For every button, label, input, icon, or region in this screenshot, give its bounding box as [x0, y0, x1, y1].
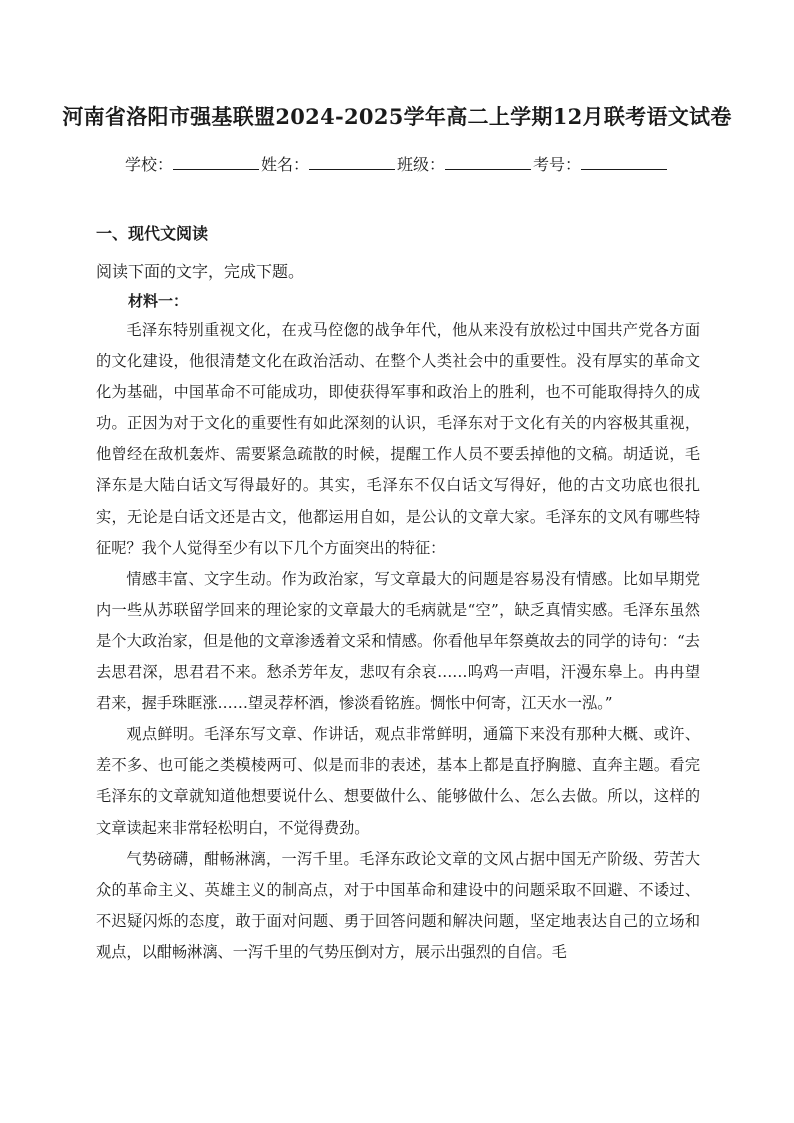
- paragraph: 情感丰富、文字生动。作为政治家，写文章最大的问题是容易没有情感。比如早期党内一些从苏联留学回来的理论家的文章最大的毛病就是“空”，缺乏真情实感。毛泽东虽然是个大政治家，但是他的文章渗透着文采和情感。你看他早年祭奠故去的同学的诗句：“去去思君深，思君君不来。愁杀芳年友，悲叹有余哀……呜鸡一声唱，汗漫东皋上。冉冉望君来，握手珠眶涨……望灵荐杯酒，惨淡看铭旌。惆怅中何寄，江天水一泓。”: [96, 569, 700, 713]
- paragraph: 气势磅礴，酣畅淋漓，一泻千里。毛泽东政论文章的文风占据中国无产阶级、劳苦大众的革命主义、英雄主义的制高点，对于中国革命和建设中的问题采取不回避、不诿过、不迟疑闪烁的态度，敢于面对问题、勇于回答问题和解决问题，坚定地表达自己的立场和观点，以酣畅淋漓、一泻千里的气势压倒对方，展示出强烈的自信。毛: [96, 849, 700, 961]
- info-field-name: [261, 152, 397, 175]
- section-heading: 一、现代文阅读: [96, 224, 209, 243]
- info-blank: [173, 154, 259, 170]
- paragraph: 毛泽东特别重视文化，在戎马倥偬的战争年代，他从来没有放松过中国共产党各方面的文化建设，他很清楚文化在政治活动、在整个人类社会中的重要性。没有厚实的革命文化为基础，中国革命不可能成功，即使获得军事和政治上的胜利，也不可能取得持久的成功。正因为对于文化的重要性有如此深刻的认识，毛泽东对于文化有关的内容极其重视，他曾经在敌机轰炸、需要紧急疏散的时候，提醒工作人员不要丢掉他的文稿。胡适说，毛泽东是大陆白话文写得最好的。其实，毛泽东不仅白话文写得好，他的古文功底也很扎实，无论是白话文还是古文，他都运用自如，是公认的文章大家。毛泽东的文风有哪些特征呢？我个人觉得至少有以下几个方面突出的特征：: [96, 321, 700, 557]
- paragraph: 观点鲜明。毛泽东写文章、作讲话，观点非常鲜明，通篇下来没有那种大概、或许、差不多、也可能之类模棱两可、似是而非的表述，基本上都是直抒胸臆、直奔主题。看完毛泽东的文章就知道他想要说什么、想要做什么、能够做什么、怎么去做。所以，这样的文章读起来非常轻松明白，不觉得费劲。: [96, 725, 700, 837]
- info-blank: [445, 154, 531, 170]
- article-body: [96, 315, 700, 968]
- document-title: 河南省洛阳市强基联盟2024-2025学年高二上学期12月联考语文试卷: [62, 104, 732, 129]
- info-blank: [309, 154, 395, 170]
- info-label: 姓名：: [260, 155, 309, 174]
- info-blank: [581, 154, 667, 170]
- info-label: 学校：: [124, 155, 173, 174]
- info-label: 班级：: [397, 155, 446, 174]
- info-label: 考号：: [533, 155, 582, 174]
- info-field-exam-number: [533, 152, 669, 175]
- info-field-class: [397, 152, 533, 175]
- instruction-text: 阅读下面的文字，完成下题。: [96, 262, 305, 281]
- material-label: 材料一：: [128, 292, 189, 310]
- student-info-row: [0, 152, 794, 175]
- info-field-school: [125, 152, 261, 175]
